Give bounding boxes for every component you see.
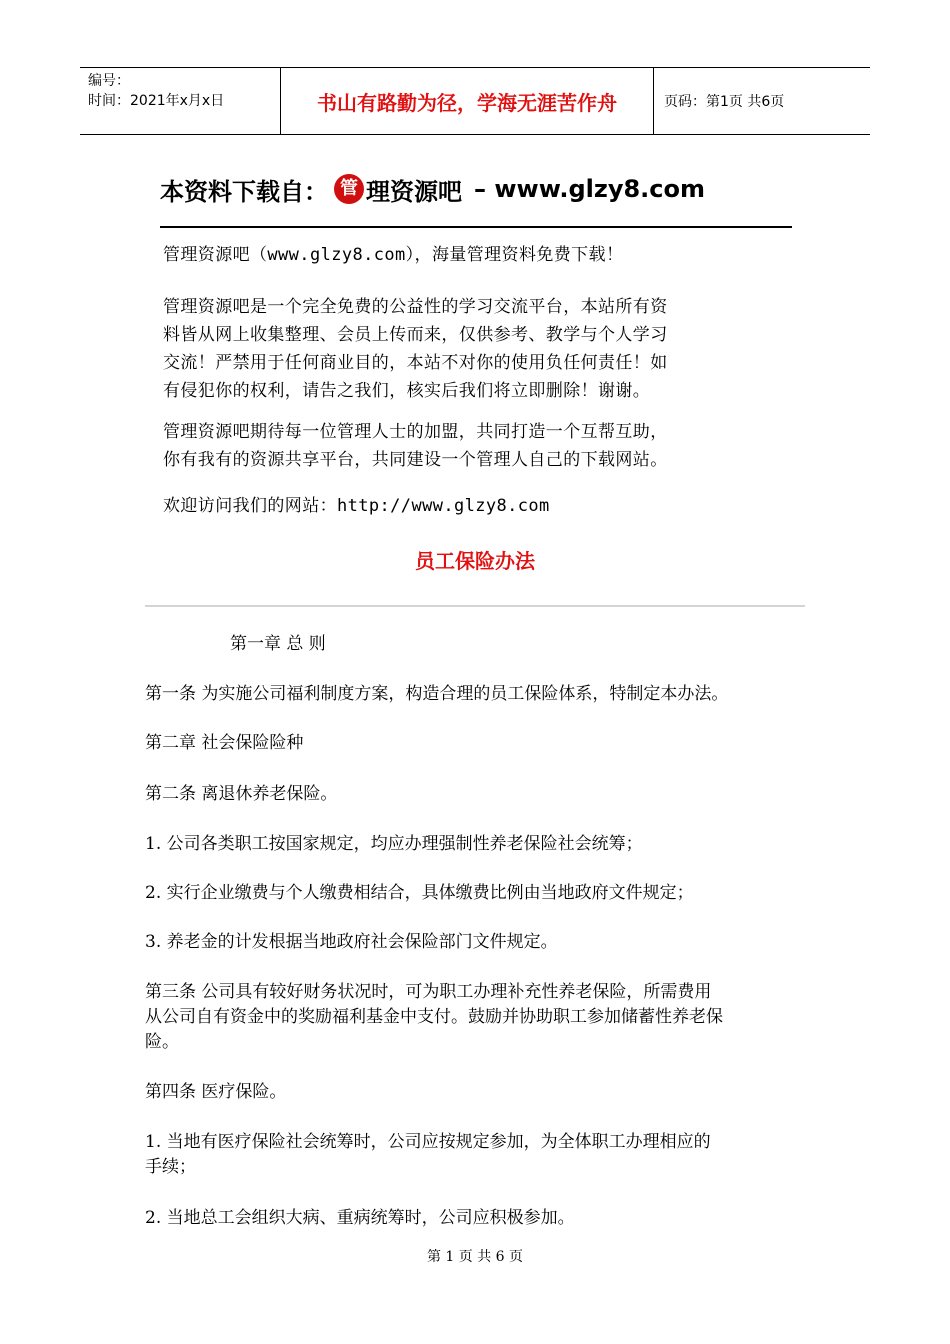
intro-paragraph-3 [163, 418, 803, 474]
header-motto: 书山有路勤为径，学海无涯苦作舟 [281, 68, 654, 134]
banner-url[interactable]: – www.glzy8.com [474, 175, 706, 203]
page-footer: 第 1 页 共 6 页 [426, 1249, 524, 1265]
chapter-2-heading: 第二章 社会保险险种 [145, 733, 304, 753]
intro-p3-line: 你有我有的资源共享平台，共同建设一个管理人自己的下载网站。 [163, 450, 668, 470]
article-4-item-1-line: 手续； [145, 1157, 196, 1177]
article-4-item-1 [145, 1130, 810, 1180]
header-page-label: 页码：第1页 共6页 [664, 94, 785, 110]
article-3 [145, 980, 810, 1055]
chapter-1-heading: 第一章 总 则 [230, 634, 326, 654]
intro-p2-line: 交流！严禁用于任何商业目的，本站不对你的使用负任何责任！如 [163, 353, 668, 373]
intro-paragraph-2 [163, 293, 803, 405]
article-4-item-1-line: 1. 当地有医疗保险社会统筹时，公司应按规定参加，为全体职工办理相应的 [145, 1132, 711, 1152]
article-3-line: 险。 [145, 1032, 179, 1052]
article-2-item-3: 3. 养老金的计发根据当地政府社会保险部门文件规定。 [145, 932, 558, 952]
intro-p3-line: 管理资源吧期待每一位管理人士的加盟，共同打造一个互帮互助， [163, 422, 668, 442]
download-banner [160, 167, 800, 211]
banner-prefix: 本资料下载自： [160, 177, 328, 206]
header-meta [80, 68, 281, 134]
article-2-item-1: 1. 公司各类职工按国家规定，均应办理强制性养老保险社会统筹； [145, 834, 643, 854]
intro-p2-line: 料皆从网上收集整理、会员上传而来，仅供参考、教学与个人学习 [163, 325, 668, 345]
article-1: 第一条 为实施公司福利制度方案，构造合理的员工保险体系，特制定本办法。 [145, 684, 729, 704]
article-2: 第二条 离退休养老保险。 [145, 784, 338, 804]
banner-divider [160, 226, 792, 228]
intro-welcome: 欢迎访问我们的网站：http://www.glzy8.com [163, 496, 550, 516]
article-4-item-2: 2. 当地总工会组织大病、重病统筹时，公司应积极参加。 [145, 1208, 575, 1228]
article-3-line: 第三条 公司具有较好财务状况时，可为职工办理补充性养老保险，所需费用 [145, 982, 712, 1002]
title-divider [145, 605, 805, 607]
header-date-label: 时间：2021年x月x日 [88, 93, 225, 109]
page-header [80, 67, 870, 135]
article-3-line: 从公司自有资金中的奖励福利基金中支付。鼓励并协助职工参加储蓄性养老保 [145, 1007, 723, 1027]
header-number-label: 编号： [88, 73, 130, 89]
intro-p2-line: 管理资源吧是一个完全免费的公益性的学习交流平台，本站所有资 [163, 297, 668, 317]
document-title: 员工保险办法 [415, 549, 535, 573]
intro-line-1: 管理资源吧（www.glzy8.com），海量管理资料免费下载！ [163, 245, 624, 265]
site-logo-icon: 管 [334, 174, 364, 204]
intro-p2-line: 有侵犯你的权利，请告之我们，核实后我们将立即删除！谢谢。 [163, 381, 651, 401]
article-2-item-2: 2. 实行企业缴费与个人缴费相结合，具体缴费比例由当地政府文件规定； [145, 883, 694, 903]
article-4: 第四条 医疗保险。 [145, 1082, 287, 1102]
banner-site-name: 理资源吧 [366, 177, 462, 206]
